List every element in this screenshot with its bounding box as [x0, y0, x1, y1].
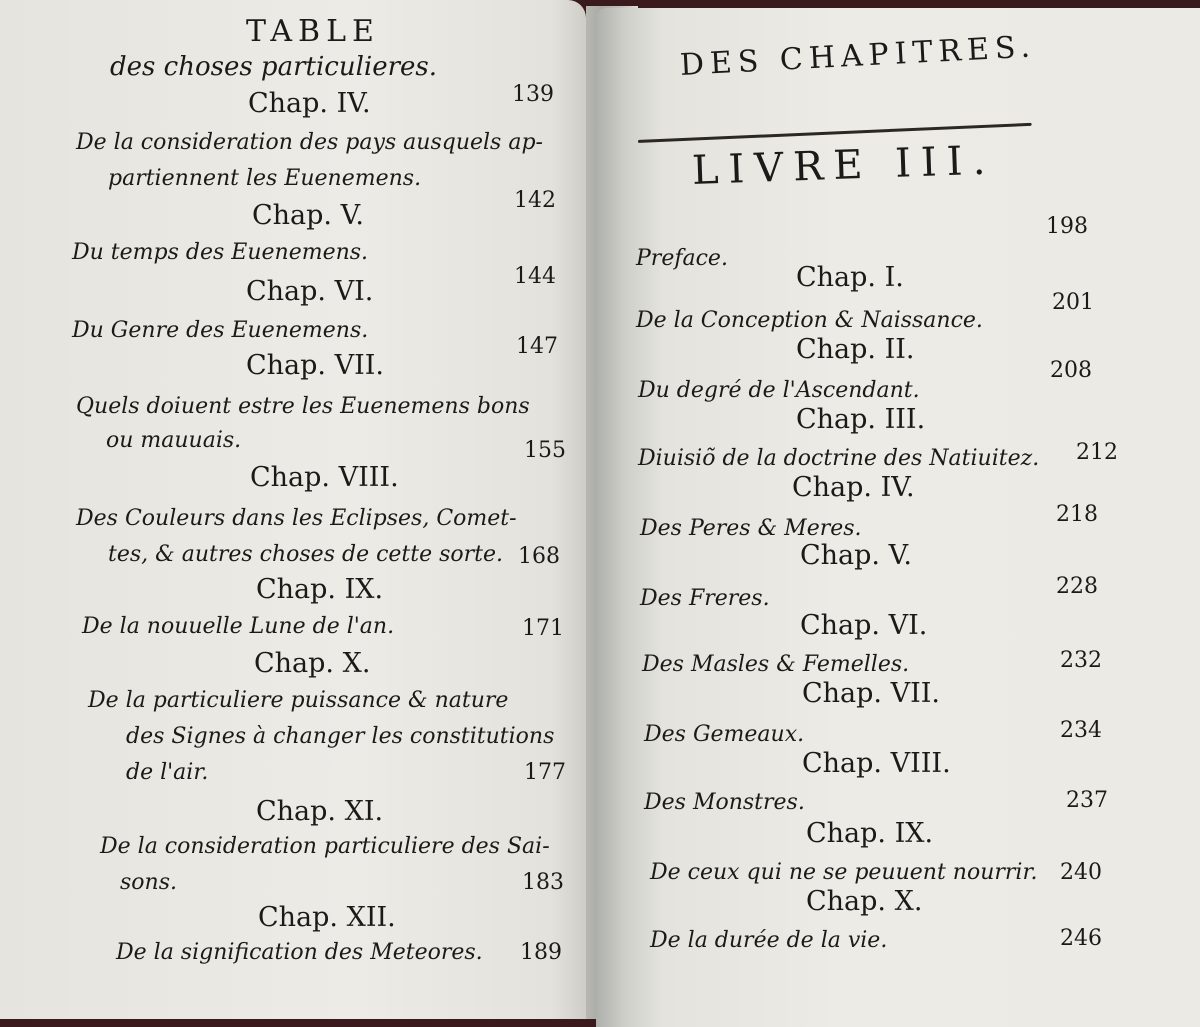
running-head-right: DES CHAPITRES. [679, 29, 1037, 83]
page-number: 232 [1060, 648, 1102, 673]
chapter-title-line: De la particuliere puissance & nature [88, 688, 509, 713]
chapter-heading: Chap. IX. [806, 818, 934, 849]
chapter-title-line: sons. [120, 870, 177, 895]
chapter-title-line: des Signes à changer les constitutions [126, 724, 555, 749]
chapter-title: Des Peres & Meres. [640, 516, 862, 541]
page-number: 155 [524, 438, 566, 463]
page-number: 177 [524, 760, 566, 785]
chapter-title-line: De la consideration des pays ausquels ap- [76, 130, 543, 155]
chapter-heading: Chap. V. [252, 200, 364, 231]
page-number: 198 [1046, 214, 1088, 239]
chapter-title: Des Monstres. [644, 790, 805, 815]
chapter-heading: Chap. VI. [800, 610, 928, 641]
chapter-heading: Chap. X. [806, 886, 923, 917]
chapter-heading: Chap. IV. [792, 472, 915, 503]
chapter-title: Des Masles & Femelles. [642, 652, 910, 677]
chapter-heading: Chap. IX. [256, 574, 384, 605]
chapter-title-line: De la signification des Meteores. [116, 940, 483, 965]
page-number: 183 [522, 870, 564, 895]
chapter-heading: Chap. XI. [256, 796, 384, 827]
chapter-title: De ceux qui ne se peuuent nourrir. [650, 860, 1038, 885]
page-number: 240 [1060, 860, 1102, 885]
page-number: 147 [516, 334, 558, 359]
preface-title: Preface. [636, 246, 728, 271]
page-number: 201 [1052, 290, 1094, 315]
chapter-heading: Chap. V. [800, 540, 912, 571]
chapter-heading: Chap. VIII. [250, 462, 399, 493]
chapter-title: Des Gemeaux. [644, 722, 805, 747]
chapter-title-line: de l'air. [126, 760, 209, 785]
chapter-heading: Chap. III. [796, 404, 926, 435]
running-head-left: TABLE [246, 14, 380, 49]
page-number: 171 [522, 616, 564, 641]
page-number: 142 [514, 188, 556, 213]
chapter-title-line: partiennent les Euenemens. [108, 166, 422, 191]
chapter-heading: Chap. VIII. [802, 748, 951, 779]
chapter-heading: Chap. I. [796, 262, 904, 293]
page-number: 218 [1056, 502, 1098, 527]
chapter-title: Du degré de l'Ascendant. [638, 378, 920, 403]
chapter-title: De la Conception & Naissance. [636, 308, 983, 333]
chapter-title-line: Des Couleurs dans les Eclipses, Comet- [76, 506, 517, 531]
chapter-title: Des Freres. [640, 586, 770, 611]
intro-title: des choses particulieres. [110, 52, 438, 82]
chapter-heading: Chap. VII. [802, 678, 941, 709]
chapter-heading: Chap. II. [796, 334, 915, 365]
chapter-title: Diuisiõ de la doctrine des Natiuitez. [638, 446, 1040, 471]
book-title: LIVRE III. [691, 137, 997, 194]
page-number: 144 [514, 264, 556, 289]
page-number: 234 [1060, 718, 1102, 743]
intro-page-number: 139 [512, 82, 554, 107]
chapter-heading: Chap. XII. [258, 902, 396, 933]
chapter-title-line: Du temps des Euenemens. [72, 240, 369, 265]
chapter-heading: Chap. IV. [248, 88, 371, 119]
right-page [596, 8, 1200, 1027]
page-number: 237 [1066, 788, 1108, 813]
page-number: 212 [1076, 440, 1118, 465]
page-number: 246 [1060, 926, 1102, 951]
chapter-title-line: De la consideration particuliere des Sai- [100, 834, 550, 859]
chapter-title-line: Du Genre des Euenemens. [72, 318, 369, 343]
page-number: 228 [1056, 574, 1098, 599]
chapter-heading: Chap. VI. [246, 276, 374, 307]
chapter-title-line: tes, & autres choses de cette sorte. [108, 542, 504, 567]
page-number: 208 [1050, 358, 1092, 383]
chapter-title-line: De la nouuelle Lune de l'an. [82, 614, 395, 639]
chapter-title-line: Quels doiuent estre les Euenemens bons [76, 394, 530, 419]
chapter-title-line: ou mauuais. [106, 428, 242, 453]
chapter-heading: Chap. X. [254, 648, 371, 679]
chapter-heading: Chap. VII. [246, 350, 385, 381]
page-number: 189 [520, 940, 562, 965]
page-number: 168 [518, 544, 560, 569]
left-page [0, 0, 586, 1019]
chapter-title: De la durée de la vie. [650, 928, 888, 953]
